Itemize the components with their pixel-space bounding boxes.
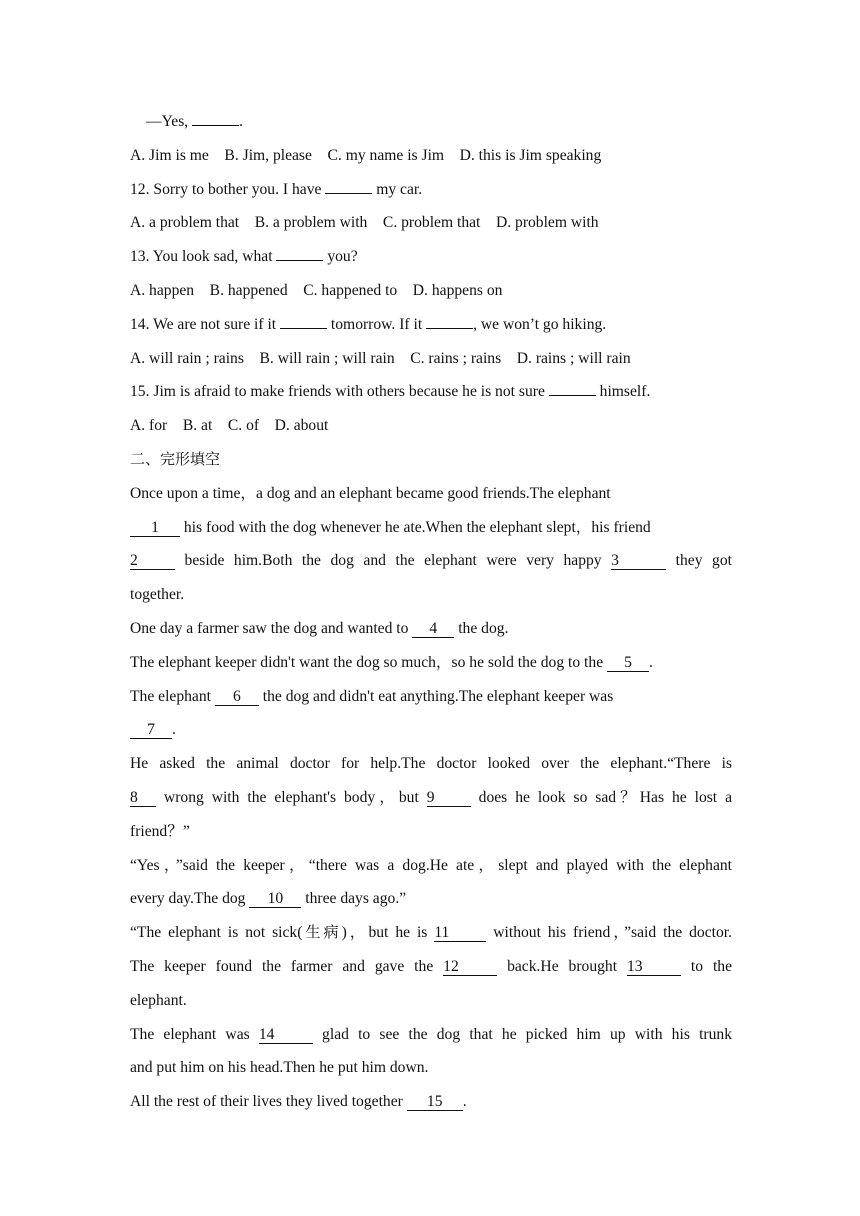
exam-page	[130, 105, 732, 1119]
cloze-line	[130, 713, 732, 747]
answer-blank	[426, 311, 473, 329]
q14-suffix: , we won’t go hiking.	[473, 315, 607, 333]
cloze-line	[130, 511, 732, 545]
cloze-text: back.He brought	[497, 957, 627, 975]
cloze-line: He asked the animal doctor for help.The doctor looked over the elephant.“There is	[130, 755, 732, 773]
cloze-text-chinese: 生病	[302, 923, 342, 942]
cloze-text: The elephant keeper didn't want the dog so much，so he sold the dog to the	[130, 653, 608, 671]
blank-6: 6	[215, 688, 259, 706]
answer-blank	[549, 378, 596, 396]
cloze-text: All the rest of their lives they lived together	[130, 1093, 407, 1111]
cloze-text: glad to see the dog that he picked him up with his trunk	[312, 1025, 732, 1043]
answer-blank	[276, 243, 323, 261]
cloze-text: does he look so sad？Has he lost a	[470, 788, 732, 806]
cloze-line	[130, 1085, 732, 1119]
q11-suffix: .	[239, 113, 243, 130]
q15-options: A. for B. at C. of D. about	[130, 417, 329, 435]
answer-blank	[280, 311, 327, 329]
q11-options: A. Jim is me B. Jim, please C. my name is Jim D. this is Jim speaking	[130, 146, 602, 164]
section-title: 二、完形填空	[130, 449, 221, 468]
cloze-line: friend？”	[130, 822, 190, 840]
q14-prefix: 14. We are not sure if it	[130, 315, 281, 333]
cloze-text: beside him.Both the dog and the elephant were very happy	[175, 552, 612, 570]
blank-14: 14	[259, 1026, 313, 1044]
blank-1: 1	[130, 519, 180, 537]
cloze-text: to the	[680, 957, 732, 975]
cloze-line	[130, 544, 732, 578]
cloze-text: One day a farmer saw the dog and wanted to	[130, 619, 413, 637]
cloze-text: “The elephant is not sick(	[130, 924, 303, 942]
cloze-line: Once upon a time，a dog and an elephant became good friends.The elephant	[130, 484, 611, 502]
q14-middle: tomorrow. If it	[327, 315, 427, 333]
q15-prefix: 15. Jim is afraid to make friends with others because he is not sure	[130, 383, 549, 401]
cloze-text: his food with the dog whenever he ate.When the elephant slept，his friend	[180, 518, 651, 536]
cloze-text: The elephant	[130, 687, 215, 705]
cloze-line	[130, 781, 732, 815]
cloze-line: elephant.	[130, 991, 187, 1009]
blank-9: 9	[427, 789, 471, 807]
blank-13: 13	[627, 958, 681, 976]
q11-answer-line	[130, 105, 732, 139]
blank-5: 5	[607, 654, 649, 672]
q12-options: A. a problem that B. a problem with C. problem that D. problem with	[130, 214, 599, 232]
cloze-line	[130, 916, 732, 950]
q14-stem	[130, 308, 732, 342]
cloze-line	[130, 612, 732, 646]
cloze-line	[130, 680, 732, 714]
cloze-line	[130, 1018, 732, 1052]
cloze-text: the dog and didn't eat anything.The elephant keeper was	[258, 687, 614, 705]
q13-stem	[130, 240, 732, 274]
q14-options: A. will rain ; rains B. will rain ; will rain C. rains ; rains D. rains ; will rain	[130, 349, 631, 367]
cloze-text: wrong with the elephant's body，but	[156, 788, 427, 806]
cloze-text: The keeper found the farmer and gave the	[130, 957, 444, 975]
blank-15: 15	[407, 1093, 463, 1111]
cloze-text: .	[172, 721, 176, 739]
cloze-line	[130, 950, 732, 984]
blank-11: 11	[434, 924, 486, 942]
q12-suffix: my car.	[372, 180, 423, 198]
cloze-text: the dog.	[454, 619, 509, 637]
cloze-line	[130, 646, 732, 680]
cloze-text: every day.The dog	[130, 890, 250, 908]
answer-blank	[192, 108, 239, 126]
q12-stem	[130, 173, 732, 207]
cloze-text: they got	[666, 552, 732, 570]
blank-2: 2	[130, 552, 175, 570]
cloze-text: .	[649, 653, 653, 671]
blank-12: 12	[443, 958, 497, 976]
cloze-text: )，but he is	[341, 924, 435, 942]
blank-3: 3	[611, 552, 666, 570]
cloze-text: without his friend，”said the doctor.	[486, 924, 732, 942]
blank-8: 8	[130, 789, 156, 807]
q12-prefix: 12. Sorry to bother you. I have	[130, 180, 326, 198]
cloze-line: and put him on his head.Then he put him down.	[130, 1059, 429, 1077]
cloze-text: The elephant was	[130, 1025, 259, 1043]
cloze-line	[130, 882, 732, 916]
answer-blank	[325, 176, 372, 194]
blank-10: 10	[249, 890, 301, 908]
q15-suffix: himself.	[595, 383, 651, 401]
blank-7: 7	[130, 721, 172, 739]
cloze-text: three days ago.”	[301, 890, 407, 908]
q13-prefix: 13. You look sad, what	[130, 248, 277, 266]
q13-options: A. happen B. happened C. happened to D. happens on	[130, 281, 503, 299]
q11-prefix: —Yes,	[146, 113, 193, 130]
cloze-text: .	[462, 1093, 467, 1111]
blank-4: 4	[412, 620, 454, 638]
q13-suffix: you?	[323, 248, 358, 266]
q15-stem	[130, 375, 732, 409]
cloze-line: “Yes，”said the keeper，“there was a dog.He ate，slept and played with the elephant	[130, 856, 732, 874]
cloze-line: together.	[130, 586, 185, 604]
